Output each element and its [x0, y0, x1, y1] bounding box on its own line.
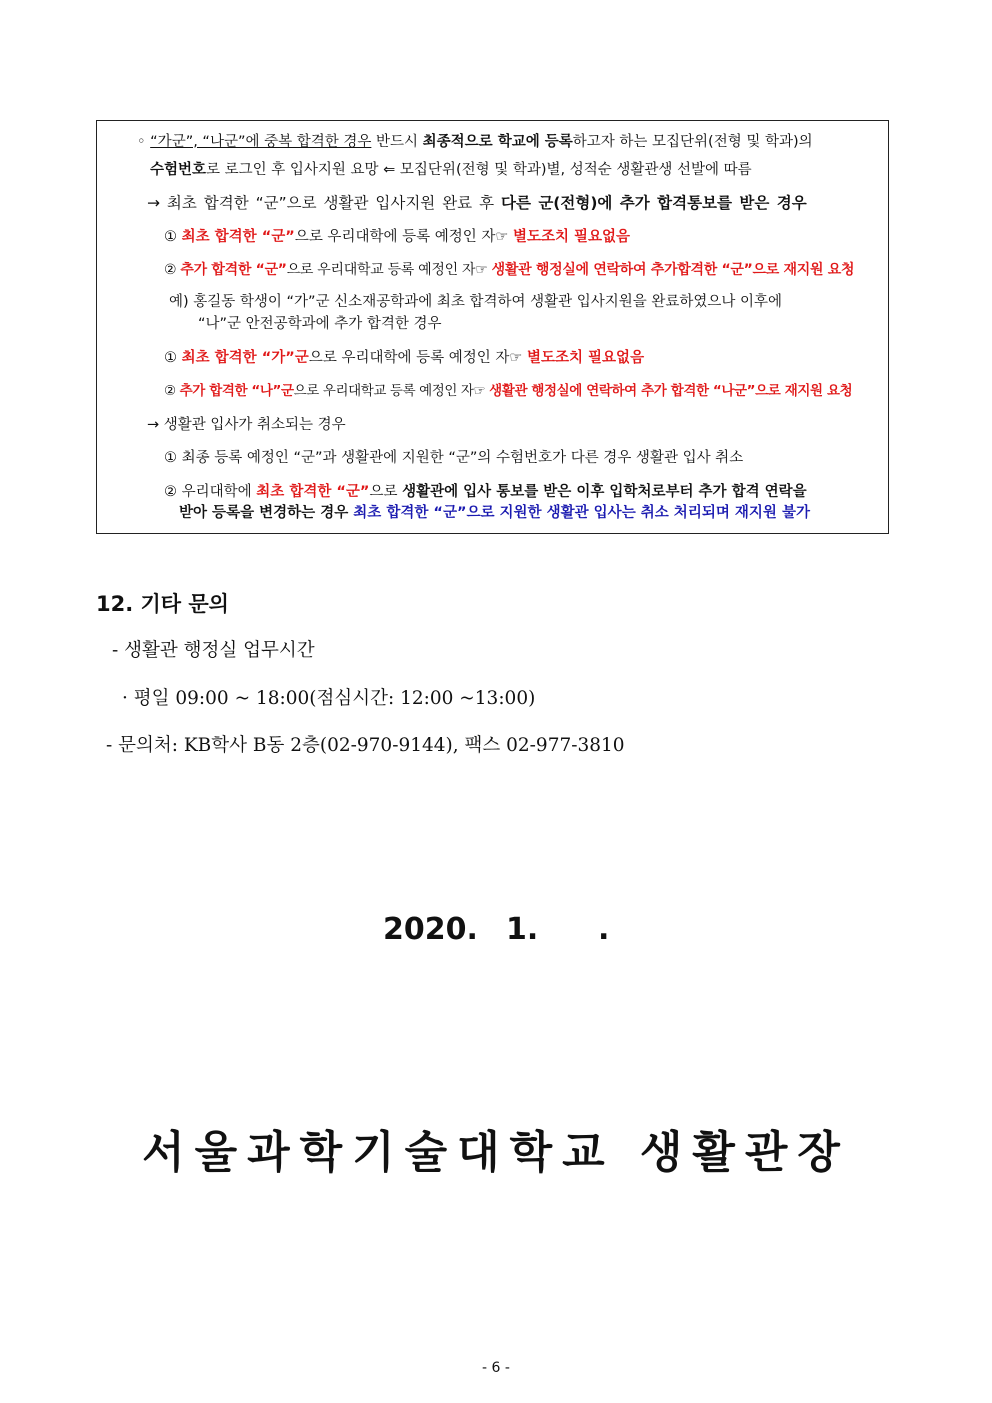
notice-line-4 [164, 227, 630, 247]
number: ② [164, 383, 180, 399]
bullet: ◦ [137, 134, 151, 150]
notice-line-9 [164, 381, 852, 401]
notice-line-5 [164, 260, 854, 280]
bold-text: 수험번호 [150, 162, 207, 178]
notice-line-2 [150, 160, 752, 180]
number: ① [164, 350, 182, 366]
notice-line-11: ① 최종 등록 예정인 “군”과 생활관에 지원한 “군”의 수험번호가 다른 경우 생활관 입사 취소 [164, 450, 744, 466]
red-text: 추가 합격한 “나”군 [179, 383, 294, 399]
red-text: 최초 합격한 “군” [181, 229, 295, 245]
notice-line-12 [164, 482, 807, 502]
bold-text: 받아 등록을 변경하는 경우 [179, 505, 354, 521]
date-day: . [598, 912, 610, 947]
date-year: 2020. [383, 912, 478, 947]
number: ② [164, 262, 181, 278]
text: 으로 우리대학교 등록 예정인 자☞ [286, 262, 492, 278]
office-hours-heading: - 생활관 행정실 업무시간 [112, 640, 315, 661]
bold-text: 생활관에 입사 통보를 받은 이후 입학처로부터 추가 합격 연락을 [402, 484, 807, 500]
red-text: 별도조치 필요없음 [526, 350, 645, 366]
notice-line-3 [147, 193, 807, 213]
notice-line-13 [179, 503, 810, 523]
blue-text: 최초 합격한 “군”으로 지원한 생활관 입사는 취소 처리되며 재지원 불가 [353, 505, 810, 521]
notice-box [96, 120, 889, 534]
section-title: 12. 기타 문의 [96, 592, 229, 616]
number: ② [164, 484, 182, 500]
notice-line-10: → 생활관 입사가 취소되는 경우 [147, 417, 346, 433]
bold-text: 다른 군(전형)에 추가 합격통보를 받은 경우 [500, 194, 807, 212]
text: 우리대학에 [181, 484, 257, 500]
red-text: 최초 합격한 “군” [256, 484, 370, 500]
text: 반드시 [371, 134, 423, 150]
red-text: 별도조치 필요없음 [512, 229, 631, 245]
notice-line-8 [164, 348, 644, 368]
red-text: 생활관 행정실에 연락하여 추가 합격한 “나군”으로 재지원 요청 [489, 383, 853, 399]
text: 으로 우리대학에 등록 예정인 자☞ [294, 229, 513, 245]
red-text: 추가 합격한 “군” [180, 262, 287, 278]
red-text: 최초 합격한 “가”군 [181, 350, 309, 366]
notice-line-6: 예) 홍길동 학생이 “가”군 신소재공학과에 최초 합격하여 생활관 입사지원을 완료하였으나 이후에 [169, 294, 783, 310]
date-month: 1. [506, 912, 539, 947]
text: 로 로그인 후 입사지원 요망 ⇐ 모집단위(전형 및 학과)별, 성적순 생활관생 선발에 따름 [206, 162, 752, 178]
organization-name: 서울과학기술대학교 생활관장 [142, 1127, 850, 1178]
text: 으로 우리대학에 등록 예정인 자☞ [308, 350, 527, 366]
notice-line-1 [137, 132, 813, 152]
bold-text: 최종적으로 학교에 등록 [422, 134, 573, 150]
page-number: - 6 - [482, 1360, 510, 1376]
underlined-text: “가군”, “나군”에 중복 합격한 경우 [150, 134, 372, 150]
number: ① [164, 229, 182, 245]
text: 으로 우리대학교 등록 예정인 자☞ [293, 383, 490, 399]
notice-line-7: “나”군 안전공학과에 추가 합격한 경우 [198, 316, 442, 332]
text: → 최초 합격한 “군”으로 생활관 입사지원 완료 후 [147, 194, 501, 212]
office-hours-weekday: · 평일 09:00 ~ 18:00(점심시간: 12:00 ~13:00) [122, 688, 536, 709]
text: 으로 [369, 484, 403, 500]
contact-info: - 문의처: KB학사 B동 2층(02-970-9144), 팩스 02-977-3810 [106, 735, 625, 756]
text: 하고자 하는 모집단위(전형 및 학과)의 [572, 134, 813, 150]
red-text: 생활관 행정실에 연락하여 추가합격한 “군”으로 재지원 요청 [491, 262, 855, 278]
